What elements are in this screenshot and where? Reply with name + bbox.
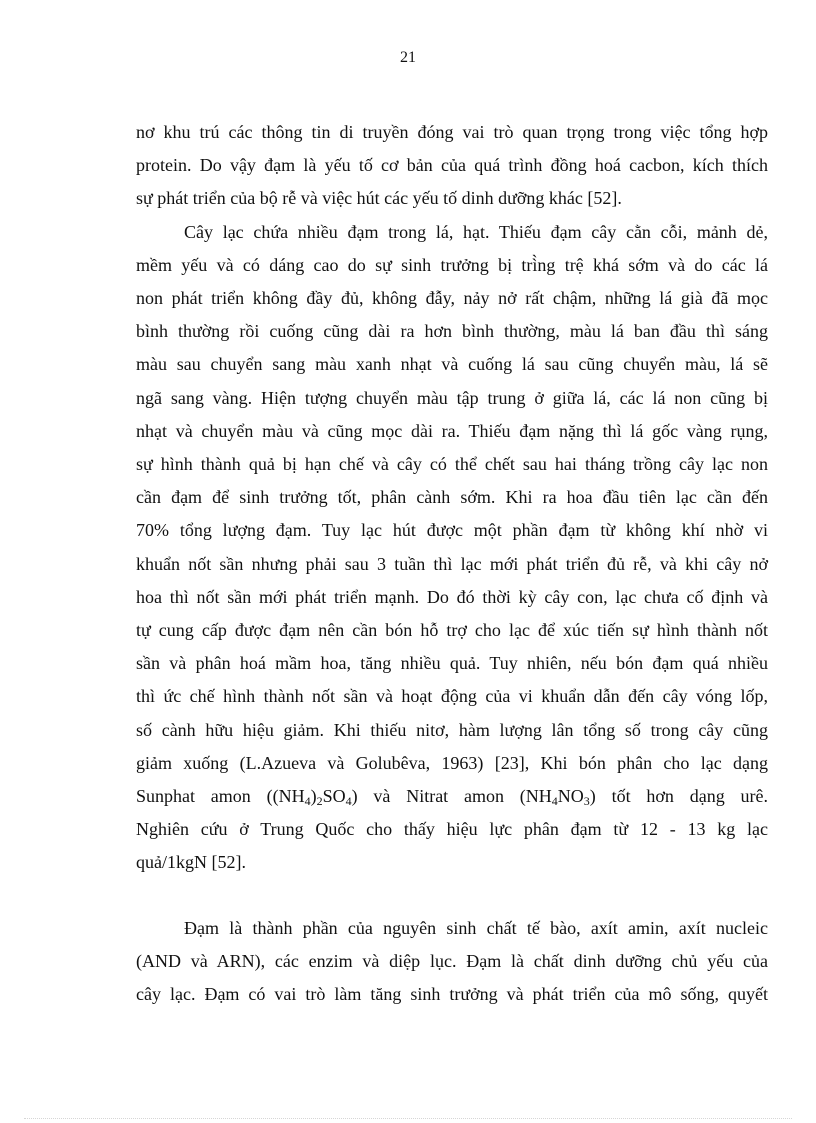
text-line: sự hình thành quả bị hạn chế và cây có thể chết sau hai tháng trồng cây lạc non bbox=[136, 454, 768, 475]
page-bottom-divider bbox=[24, 1118, 792, 1119]
text-line: màu sau chuyển sang màu xanh nhạt và cuống lá sau cũng chuyển màu, lá sẽ bbox=[136, 354, 768, 375]
paragraph-block-nitrogen-composition bbox=[136, 912, 768, 1012]
text-line: cây lạc. Đạm có vai trò làm tăng sinh trưởng và phát triển của mô sống, quyết bbox=[136, 984, 768, 1005]
chem-text: Sunphat amon ((NH bbox=[136, 786, 305, 807]
text-line: nơ khu trú các thông tin di truyền đóng vai trò quan trọng trong việc tổng hợp bbox=[136, 122, 768, 142]
text-line: tự cung cấp được đạm nên cần bón hỗ trợ cho lạc để xúc tiến sự hình thành nốt bbox=[136, 620, 768, 641]
text-line: mềm yếu và có dáng cao do sự sinh trưởng bị trì̀ng trệ khá sớm và do các lá bbox=[136, 254, 768, 275]
text-line: số cành hữu hiệu giảm. Khi thiếu nitơ, hàm lượng lân tổng số trong cây cũng bbox=[136, 719, 768, 740]
text-line: 70% tổng lượng đạm. Tuy lạc hút được một phần đạm từ không khí nhờ vi bbox=[136, 520, 768, 541]
text-line: hoa thì nốt sần mới phát triển mạnh. Do đó thời kỳ cây con, lạc chưa cố định và bbox=[136, 586, 768, 607]
text-line: bình thường rồi cuống cũng dài ra hơn bình thường, màu lá ban đầu thì sáng bbox=[136, 321, 768, 342]
chem-text: ) bbox=[310, 786, 317, 807]
text-line: non phát triển không đầy đủ, không đẫy, nảy nở rất chậm, những lá già đã mọc bbox=[136, 288, 768, 309]
text-line-chemical-formula bbox=[136, 780, 768, 813]
chem-text: NO bbox=[557, 786, 584, 807]
text-line: cần đạm để sinh trưởng tốt, phân cành sớm. Khi ra hoa đầu tiên lạc cần đến bbox=[136, 487, 768, 508]
chem-subscript: 4 bbox=[304, 794, 311, 809]
chem-text: ) tốt hơn dạng urê. bbox=[589, 786, 768, 807]
chem-subscript: 3 bbox=[583, 794, 590, 809]
text-line: protein. Do vậy đạm là yếu tố cơ bản của quá trình đồng hoá cacbon, kích thích bbox=[136, 155, 768, 176]
text-line: thì ức chế hình thành nốt sần và hoạt động của vi khuẩn dẫn đến cây vóng lốp, bbox=[136, 686, 768, 707]
text-line: giảm xuống (L.Azueva và Golubêva, 1963) [23], Khi bón phân cho lạc dạng bbox=[136, 752, 768, 773]
text-line: sần và phân hoá mầm hoa, tăng nhiều quả. Tuy nhiên, nếu bón đạm quá nhiều bbox=[136, 653, 768, 674]
text-line: khuẩn nốt sần nhưng phải sau 3 tuần thì lạc mới phát triển đủ rễ, và khi cây nở bbox=[136, 553, 768, 574]
text-line: Đạm là thành phần của nguyên sinh chất tế bào, axít amin, axít nucleic bbox=[184, 918, 768, 938]
text-line: (AND và ARN), các enzim và diệp lục. Đạm là chất dinh dưỡng chủ yếu của bbox=[136, 951, 768, 972]
chem-text: ) và Nitrat amon (NH bbox=[351, 786, 552, 807]
text-line: sự phát triển của bộ rễ và việc hút các yếu tố dinh dưỡng khác [52]. bbox=[136, 188, 622, 209]
text-line: ngã sang vàng. Hiện tượng chuyển màu tập trung ở giữa lá, các lá non cũng bị bbox=[136, 387, 768, 408]
page-number: 21 bbox=[400, 49, 416, 66]
paragraph-block-nitrogen-role bbox=[136, 116, 768, 880]
text-line: quả/1kgN [52]. bbox=[136, 852, 246, 873]
text-line: Cây lạc chứa nhiều đạm trong lá, hạt. Thiếu đạm cây cằn cỗi, mảnh dẻ, bbox=[184, 221, 768, 242]
text-line: Nghiên cứu ở Trung Quốc cho thấy hiệu lực phân đạm từ 12 - 13 kg lạc bbox=[136, 819, 768, 840]
chem-subscript: 4 bbox=[551, 794, 558, 809]
chem-subscript: 4 bbox=[345, 794, 352, 809]
chem-subscript: 2 bbox=[316, 794, 323, 809]
text-line: nhạt và chuyển màu và cũng mọc dài ra. Thiếu đạm nặng thì lá gốc vàng rụng, bbox=[136, 420, 768, 441]
chem-text: SO bbox=[322, 786, 346, 807]
